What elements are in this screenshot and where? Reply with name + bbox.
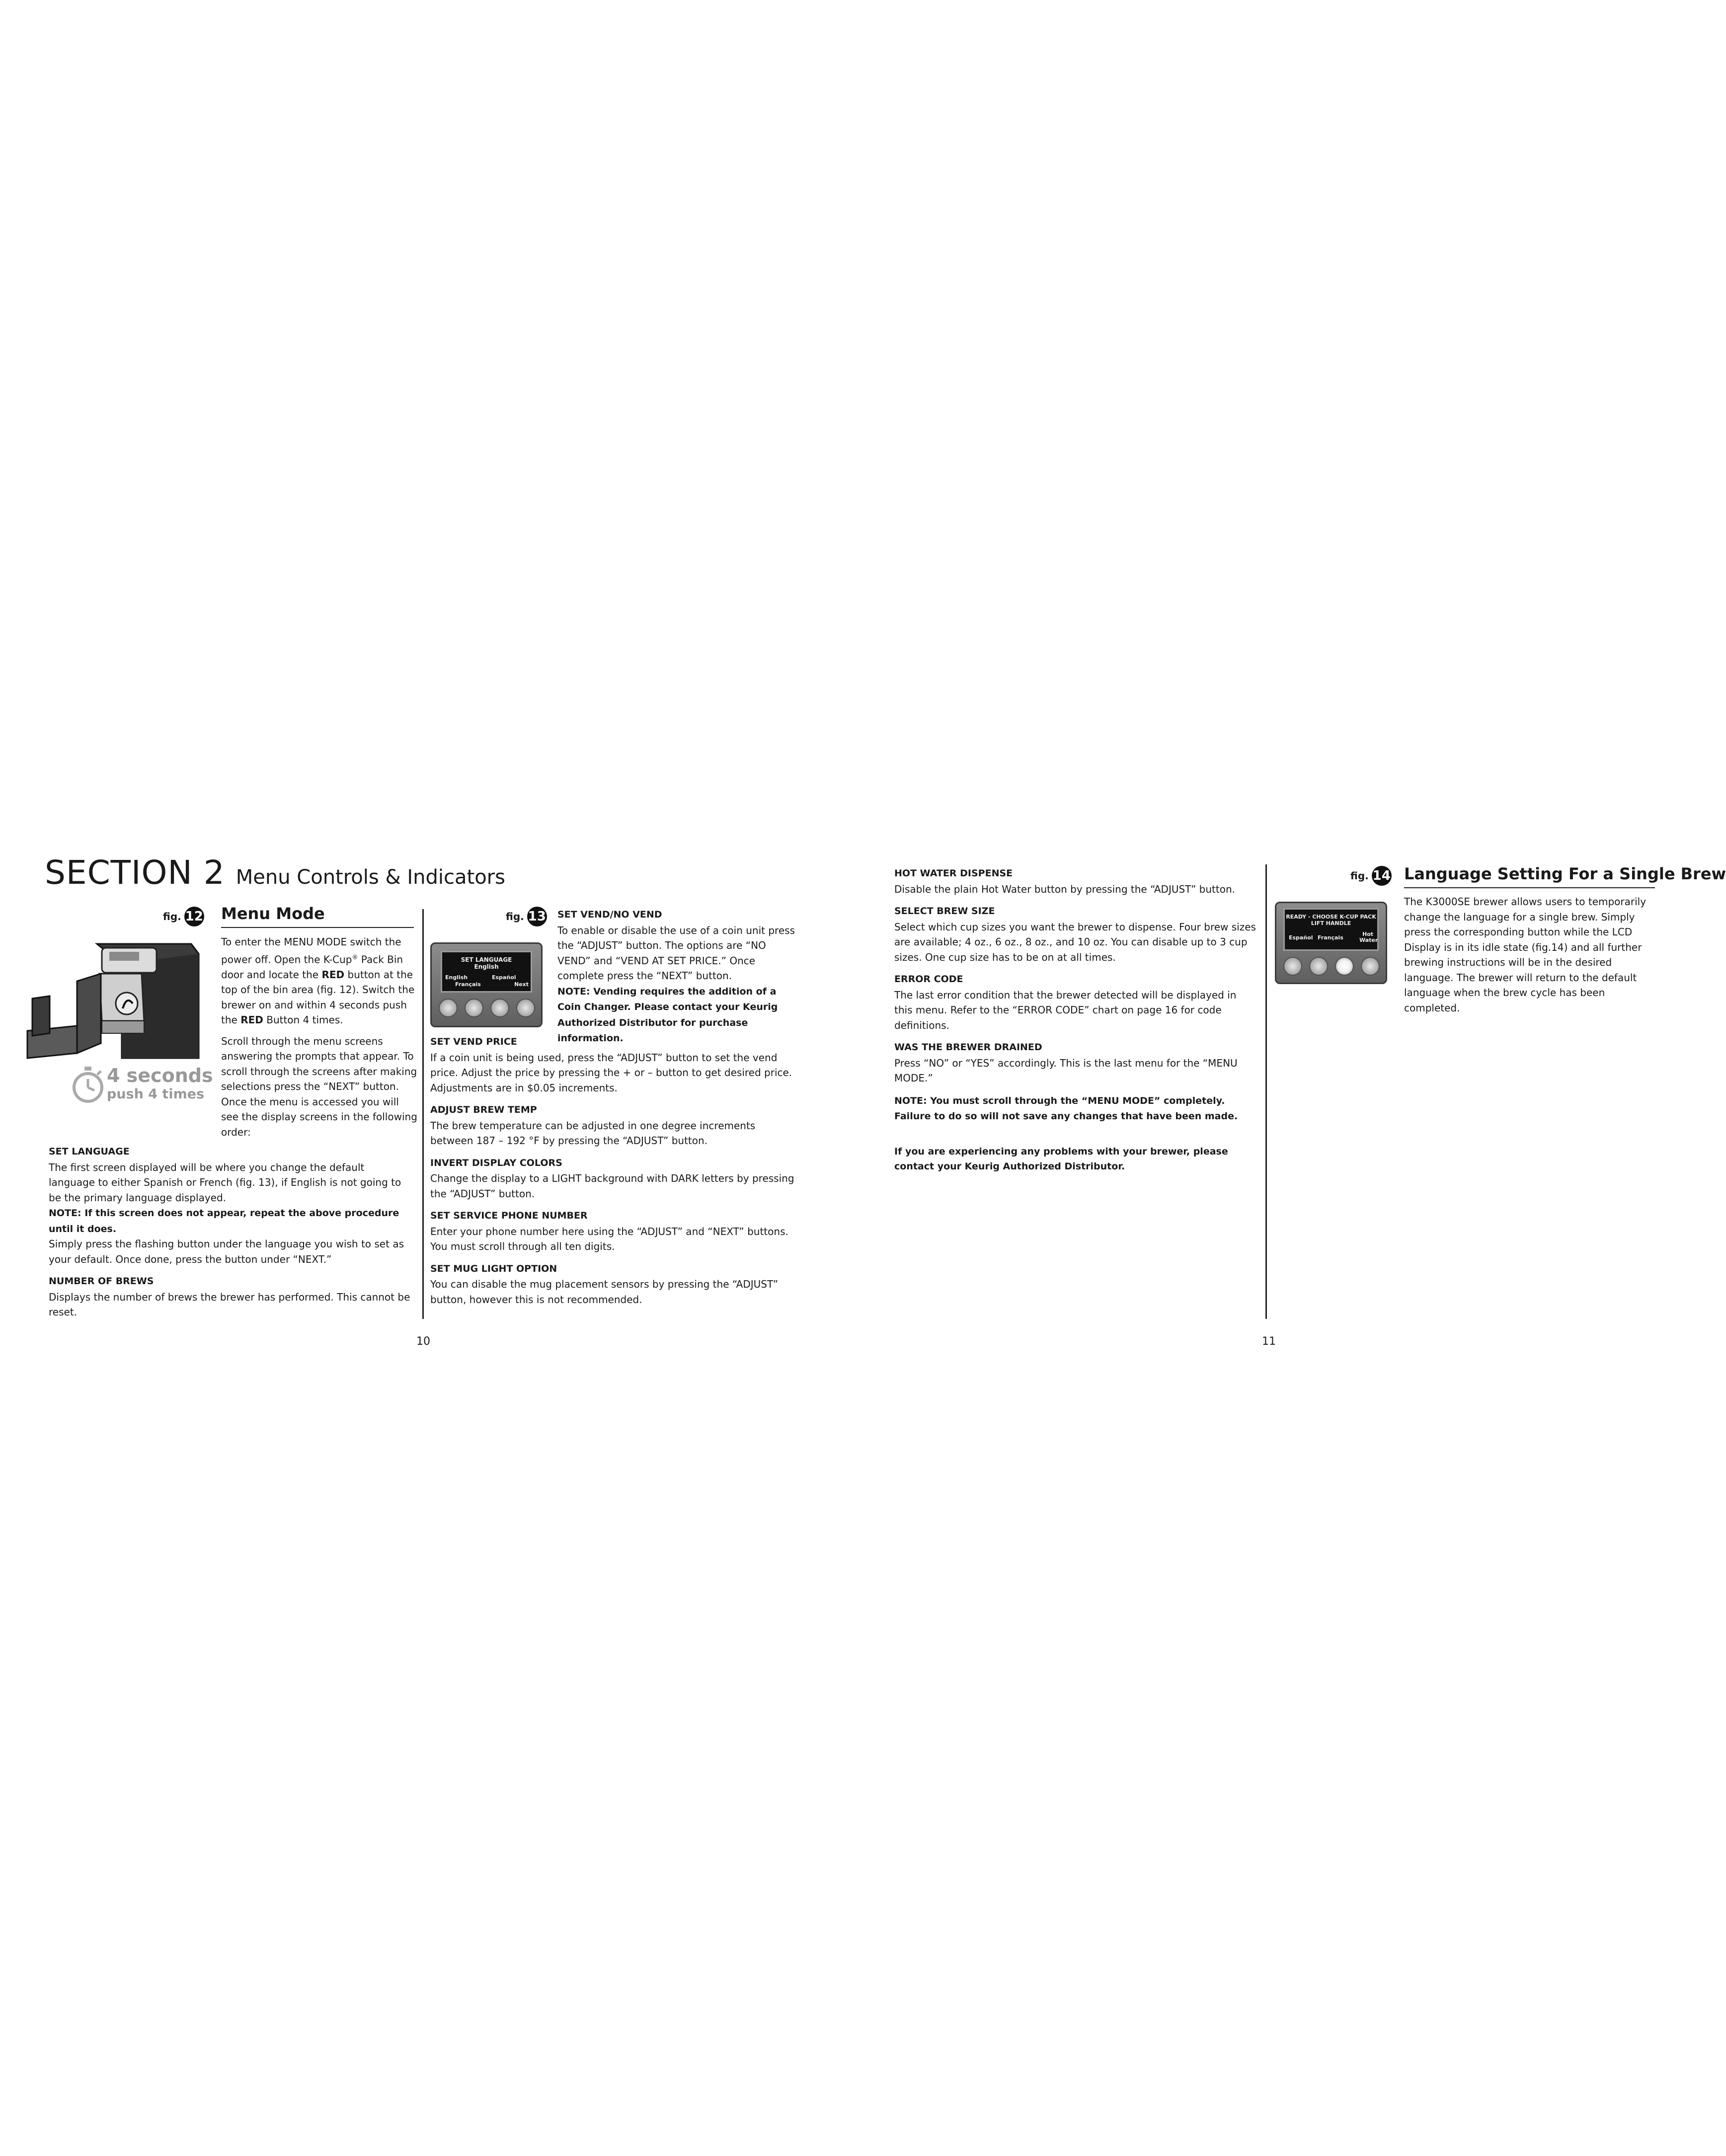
invert-display-text: Change the display to a LIGHT background with DARK letters by pressing the “ADJUST” button. — [430, 1172, 794, 1200]
set-language-after: Simply press the flashing button under the language you wish to set as your default. Once done, press the button under “NEXT.” — [49, 1238, 404, 1265]
number-of-brews-text: Displays the number of brews the brewer has performed. This cannot be reset. — [49, 1291, 410, 1318]
hot-water-text: Disable the plain Hot Water button by pressing the “ADJUST” button. — [894, 883, 1235, 895]
fig-14-label — [1350, 866, 1392, 886]
note-label: NOTE: — [557, 986, 590, 997]
note-label: NOTE: — [49, 1208, 81, 1219]
menu-mode-text — [221, 934, 417, 1146]
lcd-option-next: Next — [514, 981, 529, 988]
menu-mode-para-1 — [221, 934, 417, 1028]
timer-pushes: push 4 times — [107, 1086, 205, 1102]
stopwatch-icon — [71, 1067, 105, 1101]
invert-display-block — [430, 1155, 798, 1202]
lcd-option-espanol: Español — [1289, 934, 1313, 941]
lcd-option-espanol: Español — [492, 974, 516, 981]
fig-number-badge: 14 — [1372, 866, 1392, 886]
lcd-button-3-lit — [1335, 957, 1354, 976]
set-vend-title: SET VEND/NO VEND — [557, 909, 662, 920]
heading-rule — [1404, 887, 1655, 888]
lcd-panel-fig13 — [430, 942, 543, 1027]
lcd-button-4 — [1361, 957, 1380, 976]
select-brew-size-block — [894, 904, 1257, 965]
invert-display-title: INVERT DISPLAY COLORS — [430, 1157, 562, 1168]
lcd-button-1 — [439, 999, 458, 1017]
set-vend-price-title: SET VEND PRICE — [430, 1036, 517, 1047]
fig-12-label — [163, 907, 204, 926]
fig-prefix: fig. — [163, 911, 181, 923]
set-vend-price-text: If a coin unit is being used, press the “ADJUST” button to set the vend price. Adjust the price by pressing the + or – button to get desired price. Adjustments are in $0.05 increments. — [430, 1051, 792, 1094]
set-mug-light-text: You can disable the mug placement sensors by pressing the “ADJUST” button, however this is not recommended. — [430, 1278, 779, 1306]
language-single-brew-text: The K3000SE brewer allows users to temporarily change the language for a single brew. Simply press the corresponding button while the LCD Display is in its idle state (fig.14) and all further brewing instructions will be in the desired language. The brewer will return to the default language when the brew cycle has been completed. — [1404, 896, 1647, 1014]
hot-water-title: HOT WATER DISPENSE — [894, 868, 1013, 879]
set-mug-light-title: SET MUG LIGHT OPTION — [430, 1263, 557, 1274]
section-title — [45, 853, 505, 892]
lcd-button-4 — [516, 999, 535, 1017]
hot-water-block — [894, 866, 1257, 897]
lcd-line-1: SET LANGUAGE — [461, 956, 512, 963]
adjust-brew-temp-text: The brew temperature can be adjusted in one degree increments between 187 – 192 °F by pressing the “ADJUST” button. — [430, 1119, 756, 1147]
page-number-right: 11 — [1262, 1335, 1276, 1348]
lcd-line-1: READY - CHOOSE K-CUP PACK — [1286, 914, 1376, 920]
menu-mode-para-2: Scroll through the menu screens answering the prompts that appear. To scroll through the screens after making selections press the “NEXT” button. Once the menu is accessed you will see the display screens in the following order: — [221, 1035, 417, 1138]
set-service-phone-text: Enter your phone number here using the “ADJUST” and “NEXT” buttons. You must scroll through all ten digits. — [430, 1225, 788, 1252]
menu-mode-heading: Menu Mode — [221, 904, 325, 923]
brewer-illustration — [22, 934, 206, 1063]
brewer-drained-title: WAS THE BREWER DRAINED — [894, 1042, 1042, 1053]
timer-seconds: 4 seconds — [107, 1065, 213, 1086]
lcd-button-2 — [1309, 957, 1328, 976]
set-language-block — [49, 1144, 411, 1267]
number-of-brews-title: NUMBER OF BREWS — [49, 1276, 154, 1287]
page-number-left: 10 — [416, 1335, 430, 1348]
section-subtitle: Menu Controls & Indicators — [235, 866, 505, 889]
set-mug-light-block — [430, 1261, 798, 1308]
scroll-note-block — [894, 1093, 1257, 1124]
brewer-drained-block — [894, 1040, 1257, 1086]
lcd-screen — [1283, 908, 1379, 951]
lcd-option-francais: Français — [455, 981, 481, 988]
lcd-button-1 — [1283, 957, 1302, 976]
set-service-phone-title: SET SERVICE PHONE NUMBER — [430, 1210, 588, 1221]
center-column-lower — [430, 1034, 798, 1314]
lcd-panel-fig14 — [1275, 902, 1387, 984]
heading-rule — [221, 927, 414, 928]
adjust-brew-temp-block — [430, 1102, 798, 1149]
note-label: NOTE: — [894, 1095, 927, 1106]
text-run: button at the top of the bin area (fig. 12). Switch the brewer on and within 4 seconds push the — [221, 968, 415, 1026]
set-language-note: If this screen does not appear, repeat the above procedure until it does. — [49, 1208, 399, 1234]
error-code-title: ERROR CODE — [894, 974, 963, 985]
right-column-text — [894, 866, 1257, 1174]
scroll-note-text: You must scroll through the “MENU MODE” completely. Failure to do so will not save any changes that have been made. — [894, 1095, 1238, 1122]
text-run: To enter the MENU MODE switch the power off. Open the K-Cup — [221, 936, 401, 966]
set-vend-price-block — [430, 1034, 798, 1095]
red-label: RED — [321, 968, 345, 981]
error-code-text: The last error condition that the brewer detected will be displayed in this menu. Refer to the “ERROR CODE” chart on page 16 for code definitions. — [894, 989, 1237, 1031]
error-code-block — [894, 972, 1257, 1033]
column-divider — [422, 909, 424, 1319]
lcd-screen — [441, 951, 532, 993]
lcd-option-english: English — [445, 974, 468, 981]
fig-prefix: fig. — [506, 911, 524, 923]
select-brew-size-title: SELECT BREW SIZE — [894, 906, 995, 917]
set-vend-text: To enable or disable the use of a coin unit press the “ADJUST” button. The options are “NO VEND” and “VEND AT SET PRICE.” Once complete press the “NEXT” button. — [557, 924, 795, 982]
adjust-brew-temp-title: ADJUST BREW TEMP — [430, 1104, 537, 1115]
set-vend-block — [557, 907, 796, 1046]
lcd-option-hot-water: Hot Water — [1359, 931, 1378, 943]
lcd-line-2: English — [474, 963, 499, 970]
language-single-brew-heading: Language Setting For a Single Brew — [1404, 864, 1726, 883]
fig-13-label — [506, 907, 547, 926]
lcd-button-3 — [490, 999, 509, 1017]
left-column-lower — [49, 1144, 411, 1327]
text-run: Button 4 times. — [263, 1014, 343, 1026]
red-label: RED — [240, 1014, 263, 1026]
set-language-text: The first screen displayed will be where you change the default language to either Spanish or French (fig. 13), if English is not going to be the primary language displayed. — [49, 1161, 401, 1204]
fig-number-badge: 12 — [184, 907, 204, 926]
contact-distributor-text: If you are experiencing any problems with your brewer, please contact your Keurig Authorized Distributor. — [894, 1146, 1228, 1172]
set-language-title: SET LANGUAGE — [49, 1146, 130, 1157]
lcd-line-2: LIFT HANDLE — [1311, 920, 1351, 926]
select-brew-size-text: Select which cup sizes you want the brewer to dispense. Four brew sizes are available; 4 oz., 6 oz., 8 oz., and 10 oz. You can disable up to 3 cup sizes. One cup size has to be on at all times. — [894, 921, 1256, 963]
fig-prefix: fig. — [1350, 870, 1369, 882]
set-service-phone-block — [430, 1208, 798, 1254]
number-of-brews-block — [49, 1274, 411, 1320]
brewer-drained-text: Press “NO” or “YES” accordingly. This is the last menu for the “MENU MODE.” — [894, 1057, 1238, 1084]
section-label: SECTION 2 — [45, 853, 225, 892]
set-vend-note: Vending requires the addition of a Coin Changer. Please contact your Keurig Authorized Distributor for purchase information. — [557, 986, 778, 1044]
fig-number-badge: 13 — [527, 907, 547, 926]
lcd-button-2 — [465, 999, 483, 1017]
text-run: Pack Bin door and locate the — [221, 953, 403, 981]
registered-mark: ® — [352, 953, 358, 961]
column-divider — [1265, 864, 1267, 1319]
lcd-option-francais: Français — [1318, 934, 1343, 941]
